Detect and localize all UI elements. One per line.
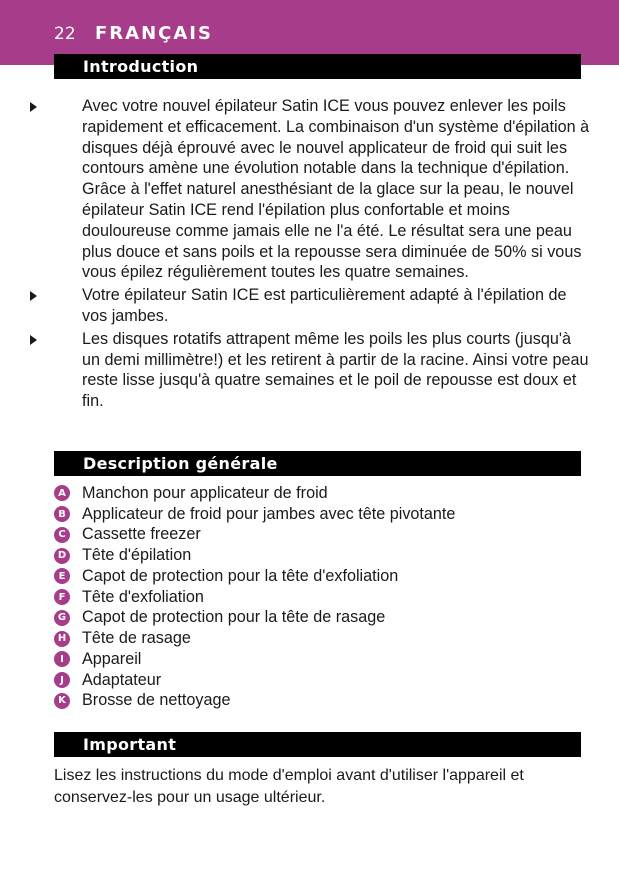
- list-item: [54, 525, 455, 546]
- list-item: [30, 96, 590, 283]
- language-title: FRANÇAIS: [95, 23, 213, 44]
- page-number: 22: [54, 24, 76, 44]
- list-item: [54, 587, 455, 608]
- part-label: Tête d'épilation: [82, 546, 192, 565]
- list-item: [30, 329, 590, 412]
- letter-badge: E: [54, 568, 70, 584]
- list-item: [54, 566, 455, 587]
- list-item: [54, 649, 455, 670]
- letter-badge: I: [54, 651, 70, 667]
- section-heading-description: Description générale: [54, 451, 581, 476]
- bullet-text: Avec votre nouvel épilateur Satin ICE vous pouvez enlever les poils rapidement et efficacement. La combinaison d'un système d'épilation à disques déjà éprouvé avec le nouvel applicateur de froid qui suit les contours amène une évolution notable dans la technique d'épilation. Grâce à l'effet naturel anesthésiant de la glace sur la peau, le nouvel épilateur Satin ICE rend l'épilation plus confortable et moins douloureuse comme jamais elle ne l'a été. Le résultat sera une peau plus douce et sans poils et la repousse sera diminuée de 50% si vous vous épilez régulièrement toutes les quatre semaines.: [82, 97, 590, 282]
- list-item: [54, 504, 455, 525]
- bullet-text: Les disques rotatifs attrapent même les poils les plus courts (jusqu'à un demi millimètre!) et les retirent à partir de la racine. Ainsi votre peau reste lisse jusqu'à quatre semaines et le poil de repousse est doux et fin.: [82, 329, 589, 411]
- letter-badge: C: [54, 527, 70, 543]
- part-label: Brosse de nettoyage: [82, 691, 231, 710]
- important-paragraph: Lisez les instructions du mode d'emploi avant d'utiliser l'appareil et conservez-les pour un usage ultérieur.: [54, 767, 524, 806]
- list-item: [54, 483, 455, 504]
- letter-badge: D: [54, 548, 70, 564]
- part-label: Adaptateur: [82, 670, 162, 689]
- part-label: Cassette freezer: [82, 525, 201, 544]
- letter-badge: G: [54, 610, 70, 626]
- list-item: [54, 608, 455, 629]
- list-item: [54, 670, 455, 691]
- part-label: Appareil: [82, 649, 142, 668]
- part-label: Capot de protection pour la tête d'exfoliation: [82, 566, 399, 585]
- bullet-text: Votre épilateur Satin ICE est particulièrement adapté à l'épilation de vos jambes.: [82, 286, 567, 325]
- bullet-icon: [30, 335, 37, 345]
- letter-badge: F: [54, 589, 70, 605]
- bullet-icon: [30, 291, 37, 301]
- part-label: Capot de protection pour la tête de rasage: [82, 608, 386, 627]
- bullet-icon: [30, 102, 37, 112]
- part-label: Applicateur de froid pour jambes avec tête pivotante: [82, 504, 456, 523]
- part-label: Tête de rasage: [82, 629, 191, 648]
- list-item: [54, 545, 455, 566]
- letter-badge: B: [54, 506, 70, 522]
- section-heading-important: Important: [54, 732, 581, 757]
- introduction-bullet-list: [30, 96, 590, 414]
- section-heading-introduction: Introduction: [54, 54, 581, 79]
- letter-badge: A: [54, 485, 70, 501]
- list-item: [30, 285, 590, 327]
- part-label: Manchon pour applicateur de froid: [82, 483, 328, 502]
- letter-badge: H: [54, 631, 70, 647]
- letter-badge: J: [54, 672, 70, 688]
- parts-list: [54, 483, 455, 711]
- letter-badge: K: [54, 693, 70, 709]
- list-item: [54, 691, 455, 712]
- part-label: Tête d'exfoliation: [82, 587, 204, 606]
- list-item: [54, 628, 455, 649]
